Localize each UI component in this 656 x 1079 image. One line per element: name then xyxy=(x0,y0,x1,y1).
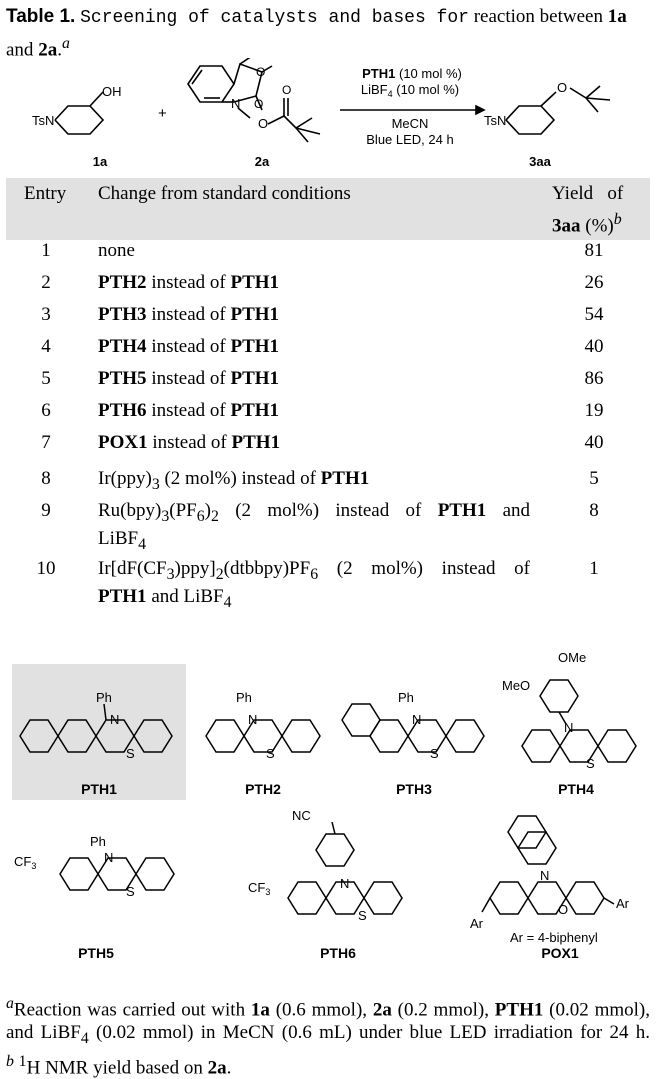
row-change: none xyxy=(98,240,135,261)
pth5-n-label: N xyxy=(104,850,114,865)
row-entry: 5 xyxy=(41,368,51,389)
footnote-b-marker: b xyxy=(6,1053,14,1071)
pth4-meo-label: MeO xyxy=(502,678,531,693)
pox1-ar-right: Ar xyxy=(616,896,629,911)
row-yield: 19 xyxy=(584,400,604,421)
tsn-label-3aa: TsN xyxy=(484,113,507,128)
row-yield: 40 xyxy=(584,336,604,357)
caption-and: and xyxy=(6,39,34,61)
pth6-n-label: N xyxy=(340,876,350,891)
label-pth6: PTH6 xyxy=(320,945,356,961)
condition-additive: LiBF$_4$ (10 mol %) xyxy=(360,82,460,99)
o-label-2a-top: O xyxy=(256,65,266,79)
row-yield: 5 xyxy=(589,468,599,489)
pth5-ph-label: Ph xyxy=(90,834,106,849)
pth2-n-label: N xyxy=(248,712,258,727)
compound-label-2a: 2a xyxy=(254,154,270,169)
row-change: PTH4 instead of PTH1 xyxy=(98,336,280,357)
condition-catalyst: PTH1 (10 mol %) xyxy=(362,66,462,81)
o-label-2a-carbonyl: O xyxy=(282,83,292,97)
pth3-n-label: N xyxy=(412,712,422,727)
caption-text: reaction between xyxy=(473,6,603,27)
pth4-n-label: N xyxy=(564,720,574,735)
row-yield: 26 xyxy=(584,272,604,293)
row-entry: 9 xyxy=(41,500,51,521)
pth5-structure xyxy=(60,858,174,890)
row-entry: 4 xyxy=(41,336,51,357)
row-yield: 40 xyxy=(584,432,604,453)
label-pth2: PTH2 xyxy=(245,781,281,797)
row-change: $Ir[dF(CF_3)ppy]_2(dtbbpy)PF_6$ (2 mol%) instead of PTH1 and LiBF$_4$ xyxy=(98,558,530,611)
pth2-ph-label: Ph xyxy=(236,690,252,705)
row-entry: 7 xyxy=(41,432,51,453)
table-header xyxy=(6,178,650,240)
n-label-2a: N xyxy=(231,96,241,111)
pox1-ar-definition: Ar = 4-biphenyl xyxy=(510,930,598,945)
pth4-s-label: S xyxy=(586,756,595,771)
phthalimide-benzene xyxy=(188,66,234,102)
row-entry: 3 xyxy=(41,304,51,325)
results-table xyxy=(6,178,650,611)
row-yield: 54 xyxy=(584,304,604,325)
row-yield: 86 xyxy=(584,368,604,389)
label-pth5: PTH5 xyxy=(78,945,114,961)
pth1-s-label: S xyxy=(126,746,135,761)
pth6-nc-label: NC xyxy=(292,808,311,823)
oh-label: OH xyxy=(102,84,122,99)
row-change: POX1 instead of PTH1 xyxy=(98,432,281,453)
footnote-a-marker: a xyxy=(6,995,14,1012)
caption-reagent-1a: 1a xyxy=(607,6,627,27)
pth4-ome-label: OMe xyxy=(558,650,587,665)
catalyst-structures xyxy=(0,636,656,966)
row-entry: 8 xyxy=(41,468,51,489)
condition-light: Blue LED, 24 h xyxy=(366,132,454,147)
piperidine-ring-3aa xyxy=(506,106,554,134)
compound-label-1a: 1a xyxy=(92,154,108,169)
plus-sign: + xyxy=(158,105,167,122)
pth4-structure xyxy=(522,680,636,762)
label-pth1: PTH1 xyxy=(81,781,117,797)
row-yield: 8 xyxy=(589,500,599,521)
row-yield: 81 xyxy=(584,240,604,261)
pth6-structure xyxy=(288,822,402,914)
pth2-structure xyxy=(206,720,320,752)
pth2-s-label: S xyxy=(266,746,275,761)
caption-mono-text: Screening of catalysts and bases for xyxy=(80,8,469,28)
pth5-s-label: S xyxy=(126,884,135,899)
pox1-o-label: O xyxy=(558,902,569,917)
header-yield-compound: 3aa (%)$^b$ xyxy=(552,211,622,237)
condition-solvent: MeCN xyxy=(391,116,429,131)
label-pth3: PTH3 xyxy=(396,781,432,797)
table-footnote: $^a$Reaction was carried out with 1a (0.6 mmol), 2a (0.2 mmol), PTH1 (0.02 mmol), and LiBF$_4$ (0.02 mmol) in MeCN (0.6 mL) under blue LED irradiation for 24 h. $^b$ $^1$H NMR yield based on 2a. xyxy=(6,995,650,1079)
pth3-s-label: S xyxy=(430,746,439,761)
row-entry: 6 xyxy=(41,400,51,421)
pox1-n-label: N xyxy=(540,868,550,883)
row-change: PTH6 instead of PTH1 xyxy=(98,400,280,421)
o-label-2a: O xyxy=(258,116,269,131)
caption-note-a: a xyxy=(61,35,70,52)
pth1-n-label: N xyxy=(110,712,120,727)
label-pox1: POX1 xyxy=(541,945,579,961)
row-entry: 1 xyxy=(41,240,51,261)
row-change: $Ir(ppy)_3$ (2 mol%) instead of PTH1 xyxy=(98,468,370,493)
caption-dot: . xyxy=(57,39,62,61)
tsn-label-1a: TsN xyxy=(32,113,55,128)
label-pth4: PTH4 xyxy=(558,781,594,797)
pox1-structure xyxy=(482,816,614,914)
header-change: Change from standard conditions xyxy=(98,183,351,204)
row-change: PTH5 instead of PTH1 xyxy=(98,368,280,389)
header-yield: Yield of xyxy=(552,183,624,204)
caption-reagent-2a: 2a xyxy=(38,39,58,61)
row-change: PTH2 instead of PTH1 xyxy=(98,272,280,293)
row-yield: 1 xyxy=(589,558,599,579)
pth6-cf3-label: $CF_3$ xyxy=(248,880,271,897)
o-label-3aa: O xyxy=(557,80,568,95)
pth5-cf3-label: $CF_3$ xyxy=(14,854,37,871)
pth6-s-label: S xyxy=(358,908,367,923)
pth1-ph-label: Ph xyxy=(96,690,112,705)
compound-label-3aa: 3aa xyxy=(529,154,551,169)
table-caption xyxy=(6,4,650,62)
row-entry: 2 xyxy=(41,272,51,293)
row-change: $Ru(bpy)_3(PF_6)_2$ (2 mol%) instead of PTH1 and LiBF$_4$ xyxy=(98,500,531,553)
piperidine-ring-1a xyxy=(55,106,103,134)
o-label-2a-bottom: O xyxy=(254,97,264,111)
row-change: PTH3 instead of PTH1 xyxy=(98,304,280,325)
pth3-ph-label: Ph xyxy=(398,690,414,705)
header-entry: Entry xyxy=(24,183,67,204)
pox1-ar-left: Ar xyxy=(470,916,483,931)
table-label: Table 1. xyxy=(6,6,76,27)
reaction-scheme xyxy=(0,58,656,178)
row-entry: 10 xyxy=(36,558,56,579)
